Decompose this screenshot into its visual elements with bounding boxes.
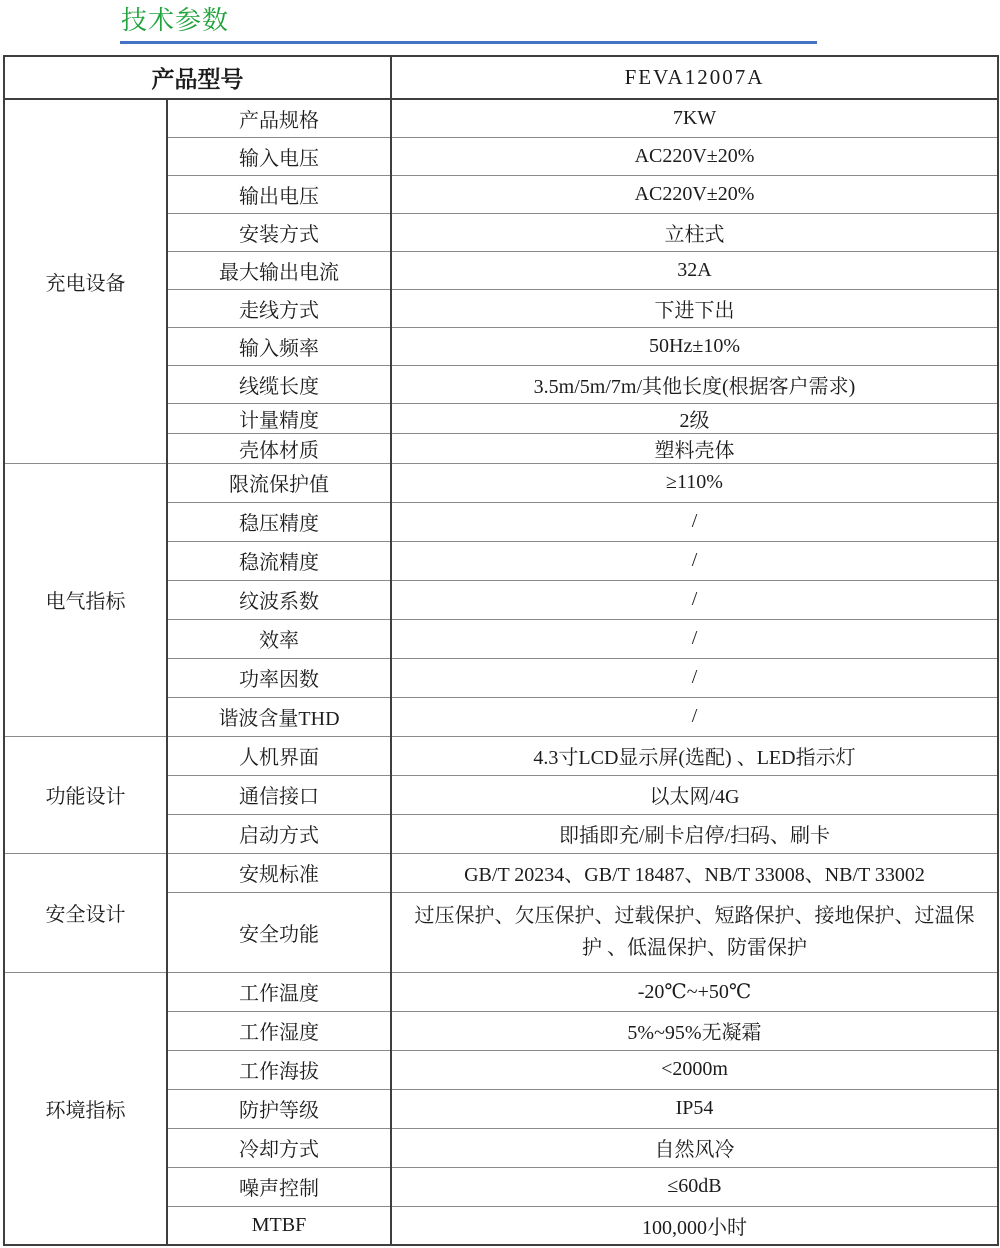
spec-label: 冷却方式: [167, 1128, 391, 1167]
spec-label: 纹波系数: [167, 580, 391, 619]
section-group-electrical-specs: 电气指标: [4, 463, 167, 736]
spec-value: ≤60dB: [391, 1167, 998, 1206]
spec-value: 4.3寸LCD显示屏(选配) 、LED指示灯: [391, 736, 998, 775]
spec-value: 即插即充/刷卡启停/扫码、刷卡: [391, 814, 998, 853]
section-group-charging-device: 充电设备: [4, 99, 167, 463]
spec-value: 自然风冷: [391, 1128, 998, 1167]
spec-value: 以太网/4G: [391, 775, 998, 814]
section-group-function-design: 功能设计: [4, 736, 167, 853]
spec-label: 最大输出电流: [167, 251, 391, 289]
spec-label: MTBF: [167, 1206, 391, 1245]
spec-value: /: [391, 580, 998, 619]
spec-value: IP54: [391, 1089, 998, 1128]
spec-label: 产品规格: [167, 99, 391, 137]
spec-value: /: [391, 697, 998, 736]
table-row: [4, 972, 998, 1011]
spec-label: 安规标准: [167, 853, 391, 892]
spec-value: 100,000小时: [391, 1206, 998, 1245]
spec-label: 工作温度: [167, 972, 391, 1011]
table-row-model: [4, 56, 998, 99]
spec-value: AC220V±20%: [391, 137, 998, 175]
spec-value: 7KW: [391, 99, 998, 137]
spec-value: 5%~95%无凝霜: [391, 1011, 998, 1050]
spec-label: 输入频率: [167, 327, 391, 365]
spec-value: 立柱式: [391, 213, 998, 251]
spec-value: 2级: [391, 403, 998, 433]
spec-label: 稳流精度: [167, 541, 391, 580]
spec-label: 工作海拔: [167, 1050, 391, 1089]
spec-label: 功率因数: [167, 658, 391, 697]
title-underline-decoration: [120, 41, 817, 44]
table-row: [4, 853, 998, 892]
spec-label: 稳压精度: [167, 502, 391, 541]
spec-value: /: [391, 541, 998, 580]
spec-label: 效率: [167, 619, 391, 658]
spec-value: -20℃~+50℃: [391, 972, 998, 1011]
spec-value: 32A: [391, 251, 998, 289]
spec-value: 3.5m/5m/7m/其他长度(根据客户需求): [391, 365, 998, 403]
spec-value: 50Hz±10%: [391, 327, 998, 365]
spec-value: /: [391, 658, 998, 697]
spec-label: 限流保护值: [167, 463, 391, 502]
spec-value: 过压保护、欠压保护、过载保护、短路保护、接地保护、过温保护 、低温保护、防雷保护: [391, 892, 998, 972]
spec-label: 线缆长度: [167, 365, 391, 403]
spec-value: /: [391, 502, 998, 541]
spec-label: 噪声控制: [167, 1167, 391, 1206]
spec-label: 谐波含量THD: [167, 697, 391, 736]
model-number-label: 产品型号: [4, 56, 391, 99]
model-number-value: FEVA12007A: [391, 56, 998, 99]
spec-value: ≥110%: [391, 463, 998, 502]
spec-label: 输入电压: [167, 137, 391, 175]
spec-value: GB/T 20234、GB/T 18487、NB/T 33008、NB/T 33002: [391, 853, 998, 892]
spec-label: 计量精度: [167, 403, 391, 433]
table-row: [4, 99, 998, 137]
spec-label: 工作湿度: [167, 1011, 391, 1050]
spec-value: <2000m: [391, 1050, 998, 1089]
spec-label: 防护等级: [167, 1089, 391, 1128]
spec-value: 下进下出: [391, 289, 998, 327]
spec-label: 走线方式: [167, 289, 391, 327]
spec-value: AC220V±20%: [391, 175, 998, 213]
section-group-safety-design: 安全设计: [4, 853, 167, 972]
spec-value: /: [391, 619, 998, 658]
spec-value: 塑料壳体: [391, 433, 998, 463]
spec-label: 安装方式: [167, 213, 391, 251]
spec-label: 人机界面: [167, 736, 391, 775]
spec-label: 通信接口: [167, 775, 391, 814]
spec-label: 安全功能: [167, 892, 391, 972]
table-row: [4, 463, 998, 502]
spec-label: 壳体材质: [167, 433, 391, 463]
page-header: [121, 0, 1000, 35]
spec-label: 输出电压: [167, 175, 391, 213]
table-row: [4, 736, 998, 775]
spec-label: 启动方式: [167, 814, 391, 853]
section-group-environment-specs: 环境指标: [4, 972, 167, 1245]
page-title: 技术参数: [121, 5, 230, 35]
spec-table: [3, 55, 999, 1246]
